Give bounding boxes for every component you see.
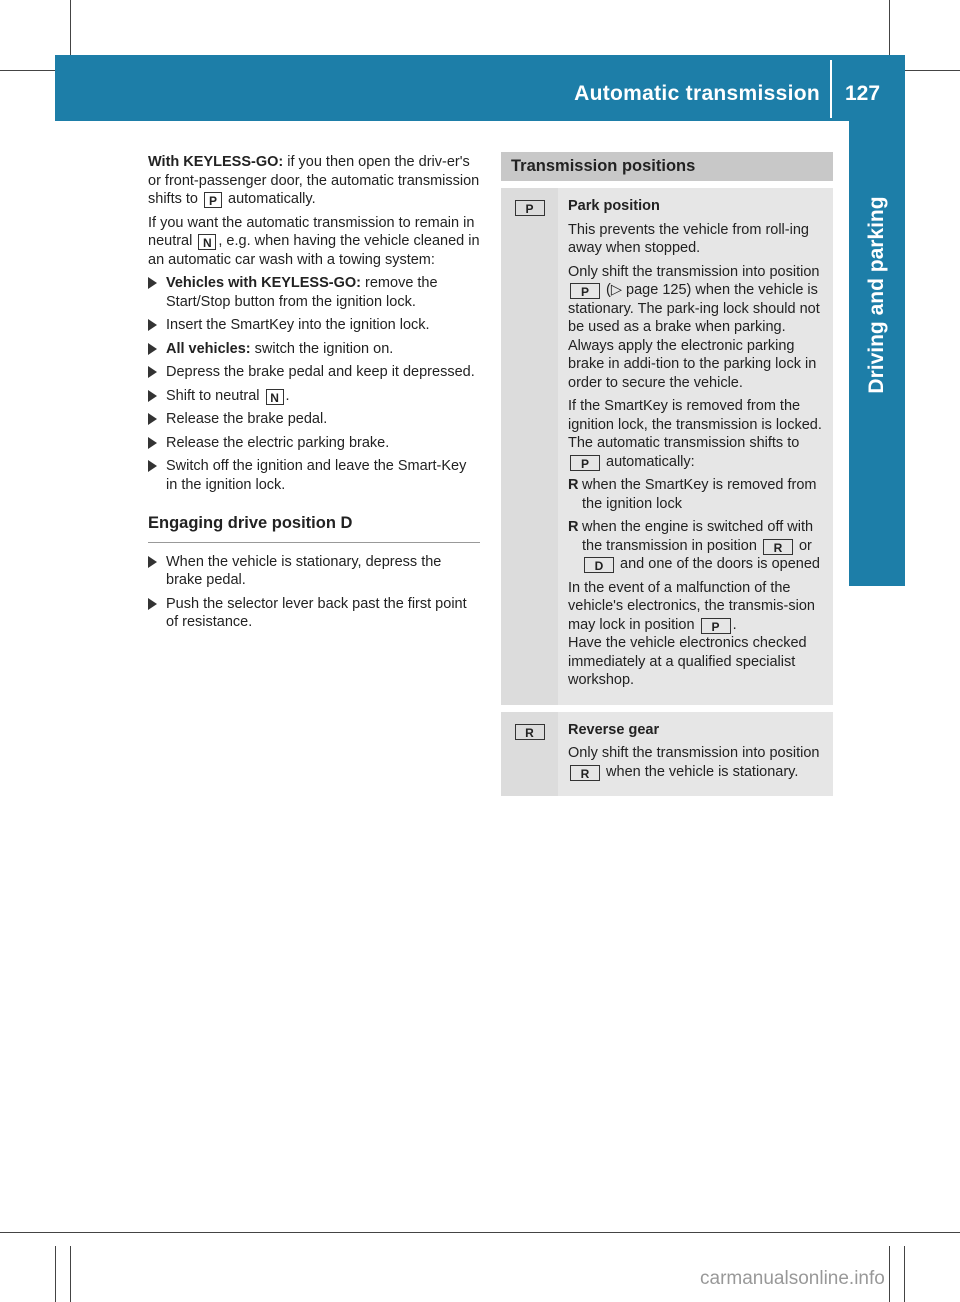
- text: Insert the SmartKey into the ignition lock.: [166, 317, 430, 333]
- step: [148, 274, 480, 311]
- paragraph: [148, 214, 480, 270]
- arrow-icon: [148, 390, 157, 402]
- text: remove the Start/Stop button from the ignition lock.: [166, 275, 438, 310]
- text: Only shift the transmission into position: [568, 745, 820, 761]
- paragraph: [568, 263, 829, 393]
- paragraph: [148, 153, 480, 209]
- description-cell: [561, 712, 833, 797]
- step: [148, 316, 480, 335]
- text: and one of the doors is opened: [616, 556, 820, 572]
- text: Switch off the ignition and leave the Smart-Key in the ignition lock.: [166, 458, 467, 493]
- text: if you then open the driv-er's or front-passenger door, the automatic transmission shifts to: [148, 154, 480, 207]
- step: [148, 363, 480, 382]
- header-separator: [830, 60, 832, 118]
- crop-mark: [70, 1246, 71, 1302]
- chapter-label: Driving and parking: [864, 196, 888, 394]
- text: Release the electric parking brake.: [166, 434, 390, 451]
- gear-p-symbol: P: [570, 283, 600, 299]
- text: Shift to neutral: [166, 387, 264, 404]
- paragraph: [568, 744, 829, 781]
- row-title: Park position: [568, 198, 660, 214]
- left-column: [148, 153, 480, 637]
- page-title: Automatic transmission: [574, 82, 820, 105]
- gear-r-symbol: R: [515, 724, 545, 740]
- text: when the engine is switched off with the transmission in position: [582, 519, 814, 554]
- bullet-icon: R: [568, 519, 579, 535]
- paragraph: Have the vehicle electronics checked immediately at a qualified specialist workshop.: [568, 635, 807, 688]
- text: Only shift the transmission into position: [568, 263, 820, 280]
- step: [148, 434, 480, 453]
- text: switch the ignition on.: [250, 340, 394, 357]
- table-row: [501, 188, 833, 705]
- text: When the vehicle is stationary, depress the brake pedal.: [166, 553, 442, 588]
- crop-mark: [55, 1246, 56, 1302]
- description-cell: [561, 188, 833, 705]
- arrow-icon: [148, 413, 157, 425]
- text: , e.g. when having the vehicle cleaned in an automatic car wash with a towing system:: [148, 233, 480, 268]
- arrow-icon: [148, 556, 157, 568]
- arrow-icon: [148, 437, 157, 449]
- transmission-table: [501, 152, 833, 803]
- symbol-cell: [501, 712, 558, 797]
- text: If you want the automatic transmission to remain in neutral: [148, 214, 475, 249]
- text: The automatic transmission shifts to: [568, 435, 800, 451]
- crop-mark: [0, 1232, 960, 1233]
- text: In the event of a malfunction of the vehicle's electronics, the transmis-sion may lock in position: [568, 579, 815, 633]
- gear-r-symbol: R: [570, 765, 600, 781]
- text: automatically:: [602, 453, 695, 470]
- paragraph: If the SmartKey is removed from the ignition lock, the transmission is locked.: [568, 398, 822, 433]
- arrow-icon: [148, 460, 157, 472]
- arrow-icon: [148, 319, 157, 331]
- paragraph: [568, 579, 829, 635]
- step: [148, 457, 480, 494]
- arrow-icon: [148, 343, 157, 355]
- text: Release the brake pedal.: [166, 411, 328, 427]
- arrow-icon: [148, 598, 157, 610]
- section-heading: Engaging drive position D: [148, 514, 480, 543]
- text: when the SmartKey is removed from the ignition lock: [582, 477, 817, 512]
- text: Push the selector lever back past the first point of resistance.: [166, 595, 467, 630]
- gear-d-symbol: D: [584, 557, 614, 573]
- row-title: Reverse gear: [568, 721, 660, 738]
- table-row: [501, 712, 833, 797]
- gear-n-symbol: N: [198, 234, 216, 250]
- step: [148, 553, 480, 590]
- text: automatically.: [224, 191, 316, 207]
- gear-p-symbol: P: [515, 200, 545, 216]
- step: [148, 410, 480, 429]
- bold-lead: Vehicles with KEYLESS-GO:: [166, 275, 361, 291]
- gear-n-symbol: N: [266, 389, 284, 405]
- arrow-icon: [148, 366, 157, 378]
- bullet-icon: R: [568, 477, 579, 493]
- text: Depress the brake pedal and keep it depressed.: [166, 364, 475, 380]
- list-item: [568, 476, 829, 513]
- paragraph: [568, 434, 829, 471]
- gear-p-symbol: P: [204, 192, 222, 208]
- bold-lead: With KEYLESS-GO:: [148, 154, 284, 170]
- gear-r-symbol: R: [763, 539, 793, 555]
- paragraph: This prevents the vehicle from roll-ing away when stopped.: [568, 221, 809, 256]
- watermark: carmanualsonline.info: [700, 1268, 885, 1289]
- text: when the vehicle is stationary.: [602, 763, 799, 780]
- gear-p-symbol: P: [570, 455, 600, 471]
- text: (▷ page 125) when the vehicle is stationary. The park-ing lock should not be used as a brake when parking. Always apply the electronic parking brake in addi-tion to the parking lock in order to secure the vehicle.: [568, 282, 820, 391]
- bold-lead: All vehicles:: [166, 340, 251, 357]
- page-number: 127: [845, 82, 881, 105]
- step: [148, 595, 480, 632]
- step: [148, 340, 480, 359]
- step: [148, 387, 480, 406]
- list-item: [568, 518, 829, 574]
- crop-mark: [904, 1246, 905, 1302]
- symbol-cell: [501, 188, 558, 705]
- text: or: [794, 537, 812, 554]
- arrow-icon: [148, 277, 157, 289]
- gear-p-symbol: P: [701, 618, 731, 634]
- text: .: [732, 616, 737, 633]
- crop-mark: [889, 0, 890, 56]
- table-heading: Transmission positions: [501, 152, 833, 181]
- crop-mark: [889, 1246, 890, 1302]
- text: .: [285, 387, 290, 404]
- crop-mark: [70, 0, 71, 56]
